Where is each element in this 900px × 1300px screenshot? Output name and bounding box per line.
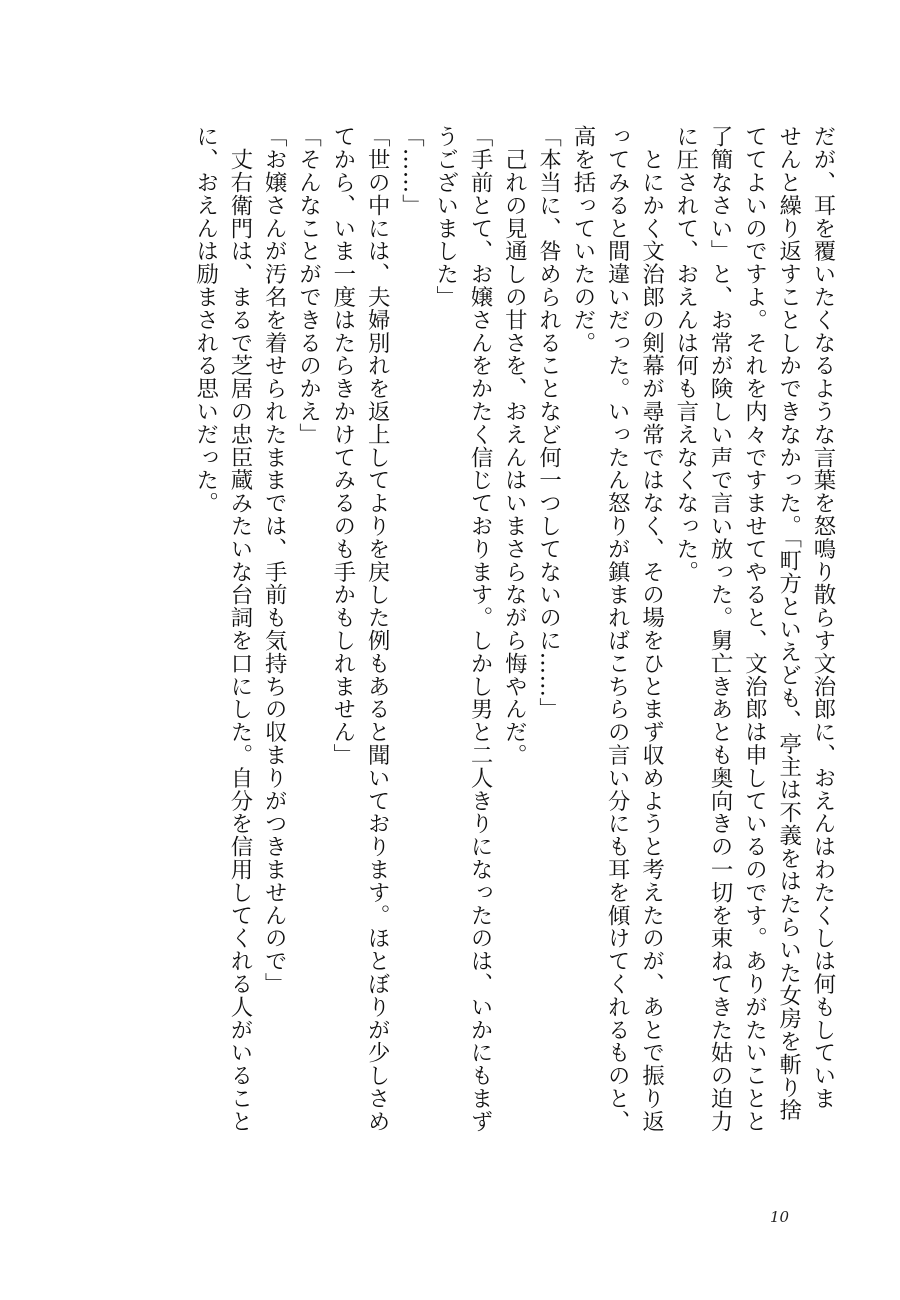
text-line: 「本当に、咎められることなど何一つしてないのに……」	[535, 125, 562, 721]
text-line: だが、耳を覆いたくなるような言葉を怒鳴り散らす文治郎に、おえんはわたくしは何もしていま	[810, 125, 836, 1110]
text-line: 己れの見通しの甘さを、おえんはいまさらながら悔やんだ。	[501, 125, 528, 767]
text-line: 「お嬢さんが汚名を着せられたままでは、手前も気持ちの収まりがつきませんので」	[261, 125, 288, 996]
page-number: 10	[770, 1208, 790, 1226]
text-line: ててよいのですよ。それを内々ですませてやると、文治郎は申しているのです。ありがたいことと	[741, 125, 768, 1133]
text-line: 「そんなことができるのかえ」	[295, 125, 322, 446]
text-line: に、おえんは励まされる思いだった。	[192, 125, 219, 515]
text-line: 了簡なさい」と、お常が険しい声で言い放った。舅亡きあとも奥向きの一切を束ねてきた姑の迫力	[707, 125, 734, 1133]
vertical-text-body	[120, 125, 840, 1175]
text-line: 「手前とて、お嬢さんをかたく信じております。しかし男と二人きりになったのは、いかにもまず	[467, 125, 494, 1133]
text-line: 「……」	[398, 125, 425, 217]
text-line: 丈右衛門は、まるで芝居の忠臣蔵みたいな台詞を口にした。自分を信用してくれる人がいること	[226, 125, 253, 1133]
text-line: 「世の中には、夫婦別れを返上してよりを戻した例もあると聞いております。ほとぼりが少しさめ	[364, 125, 391, 1133]
text-line: ってみると間違いだった。いったん怒りが鎮まればこちらの言い分にも耳を傾けてくれるものと、	[604, 125, 631, 1133]
text-line: てから、いま一度はたらきかけてみるのも手かもしれません」	[329, 125, 356, 767]
text-line: に圧されて、おえんは何も言えなくなった。	[672, 125, 699, 583]
text-line: うございました」	[432, 125, 459, 309]
text-line: せんと繰り返すことしかできなかった。「町方といえども、亭主は不義をはたらいた女房を斬り捨	[775, 125, 802, 1122]
text-line: とにかく文治郎の剣幕が尋常ではなく、その場をひとまず収めようと考えたのが、あとで振り返	[638, 125, 665, 1133]
text-line: 高を括っていたのだ。	[569, 125, 596, 354]
